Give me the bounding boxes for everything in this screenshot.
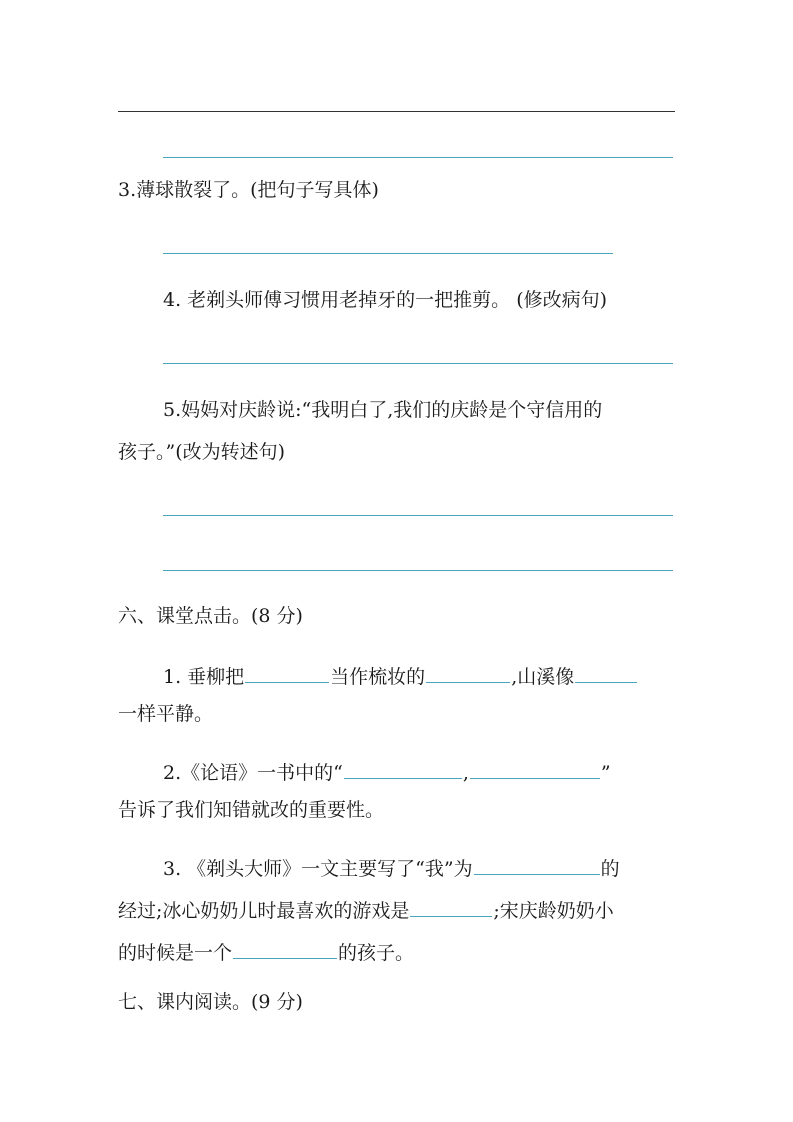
question-5-line1: 5.妈妈对庆龄说:“我明白了,我们的庆龄是个守信用的 bbox=[163, 399, 603, 421]
section-6-item-1-line2: 一样平静。 bbox=[118, 703, 214, 725]
item2-text-a: 2.《论语》一书中的“ bbox=[163, 762, 343, 784]
answer-line-q5b[interactable] bbox=[163, 570, 673, 571]
question-5-line2: 孩子。”(改为转述句) bbox=[118, 441, 286, 463]
item1-text-a: 1. 垂柳把 bbox=[163, 666, 245, 688]
section-6-item-1-line1 bbox=[163, 660, 638, 689]
section-6-item-2-line1 bbox=[163, 756, 611, 785]
fill-blank[interactable] bbox=[470, 756, 600, 779]
item3-text-a: 3. 《剃头大师》一文主要写了“我”为 bbox=[163, 858, 473, 880]
section-6-item-2-line2: 告诉了我们知错就改的重要性。 bbox=[118, 799, 385, 821]
section-6-item-3-line1 bbox=[163, 852, 620, 881]
question-4: 4. 老剃头师傅习惯用老掉牙的一把推剪。 (修改病句) bbox=[163, 289, 608, 311]
section-7-title: 七、课内阅读。(9 分) bbox=[118, 991, 303, 1013]
item2-text-b: , bbox=[462, 762, 469, 784]
item2-text-c: ” bbox=[600, 762, 611, 784]
fill-blank[interactable] bbox=[233, 936, 337, 959]
fill-blank[interactable] bbox=[575, 660, 637, 683]
fill-blank[interactable] bbox=[410, 894, 492, 917]
fill-blank[interactable] bbox=[426, 660, 510, 683]
header-rule bbox=[118, 111, 675, 112]
item3-text-e: 的时候是一个 bbox=[118, 942, 233, 964]
item1-text-c: ,山溪像 bbox=[511, 666, 575, 688]
fill-blank[interactable] bbox=[245, 660, 329, 683]
answer-line-q3[interactable] bbox=[163, 253, 613, 254]
item3-text-d: ;宋庆龄奶奶小 bbox=[493, 900, 614, 922]
item3-text-c: 经过;冰心奶奶儿时最喜欢的游戏是 bbox=[118, 900, 410, 922]
item3-text-b: 的 bbox=[600, 858, 620, 880]
section-6-item-3-line2 bbox=[118, 894, 614, 923]
answer-line-q2[interactable] bbox=[163, 157, 673, 158]
fill-blank[interactable] bbox=[474, 852, 600, 875]
item3-text-f: 的孩子。 bbox=[338, 942, 415, 964]
answer-line-q5a[interactable] bbox=[163, 515, 673, 516]
section-6-title: 六、课堂点击。(8 分) bbox=[118, 605, 303, 627]
question-3: 3.薄球散裂了。(把句子写具体) bbox=[118, 179, 379, 201]
answer-line-q4[interactable] bbox=[163, 363, 673, 364]
fill-blank[interactable] bbox=[344, 756, 462, 779]
item1-text-b: 当作梳妆的 bbox=[330, 666, 426, 688]
section-6-item-3-line3 bbox=[118, 936, 414, 965]
